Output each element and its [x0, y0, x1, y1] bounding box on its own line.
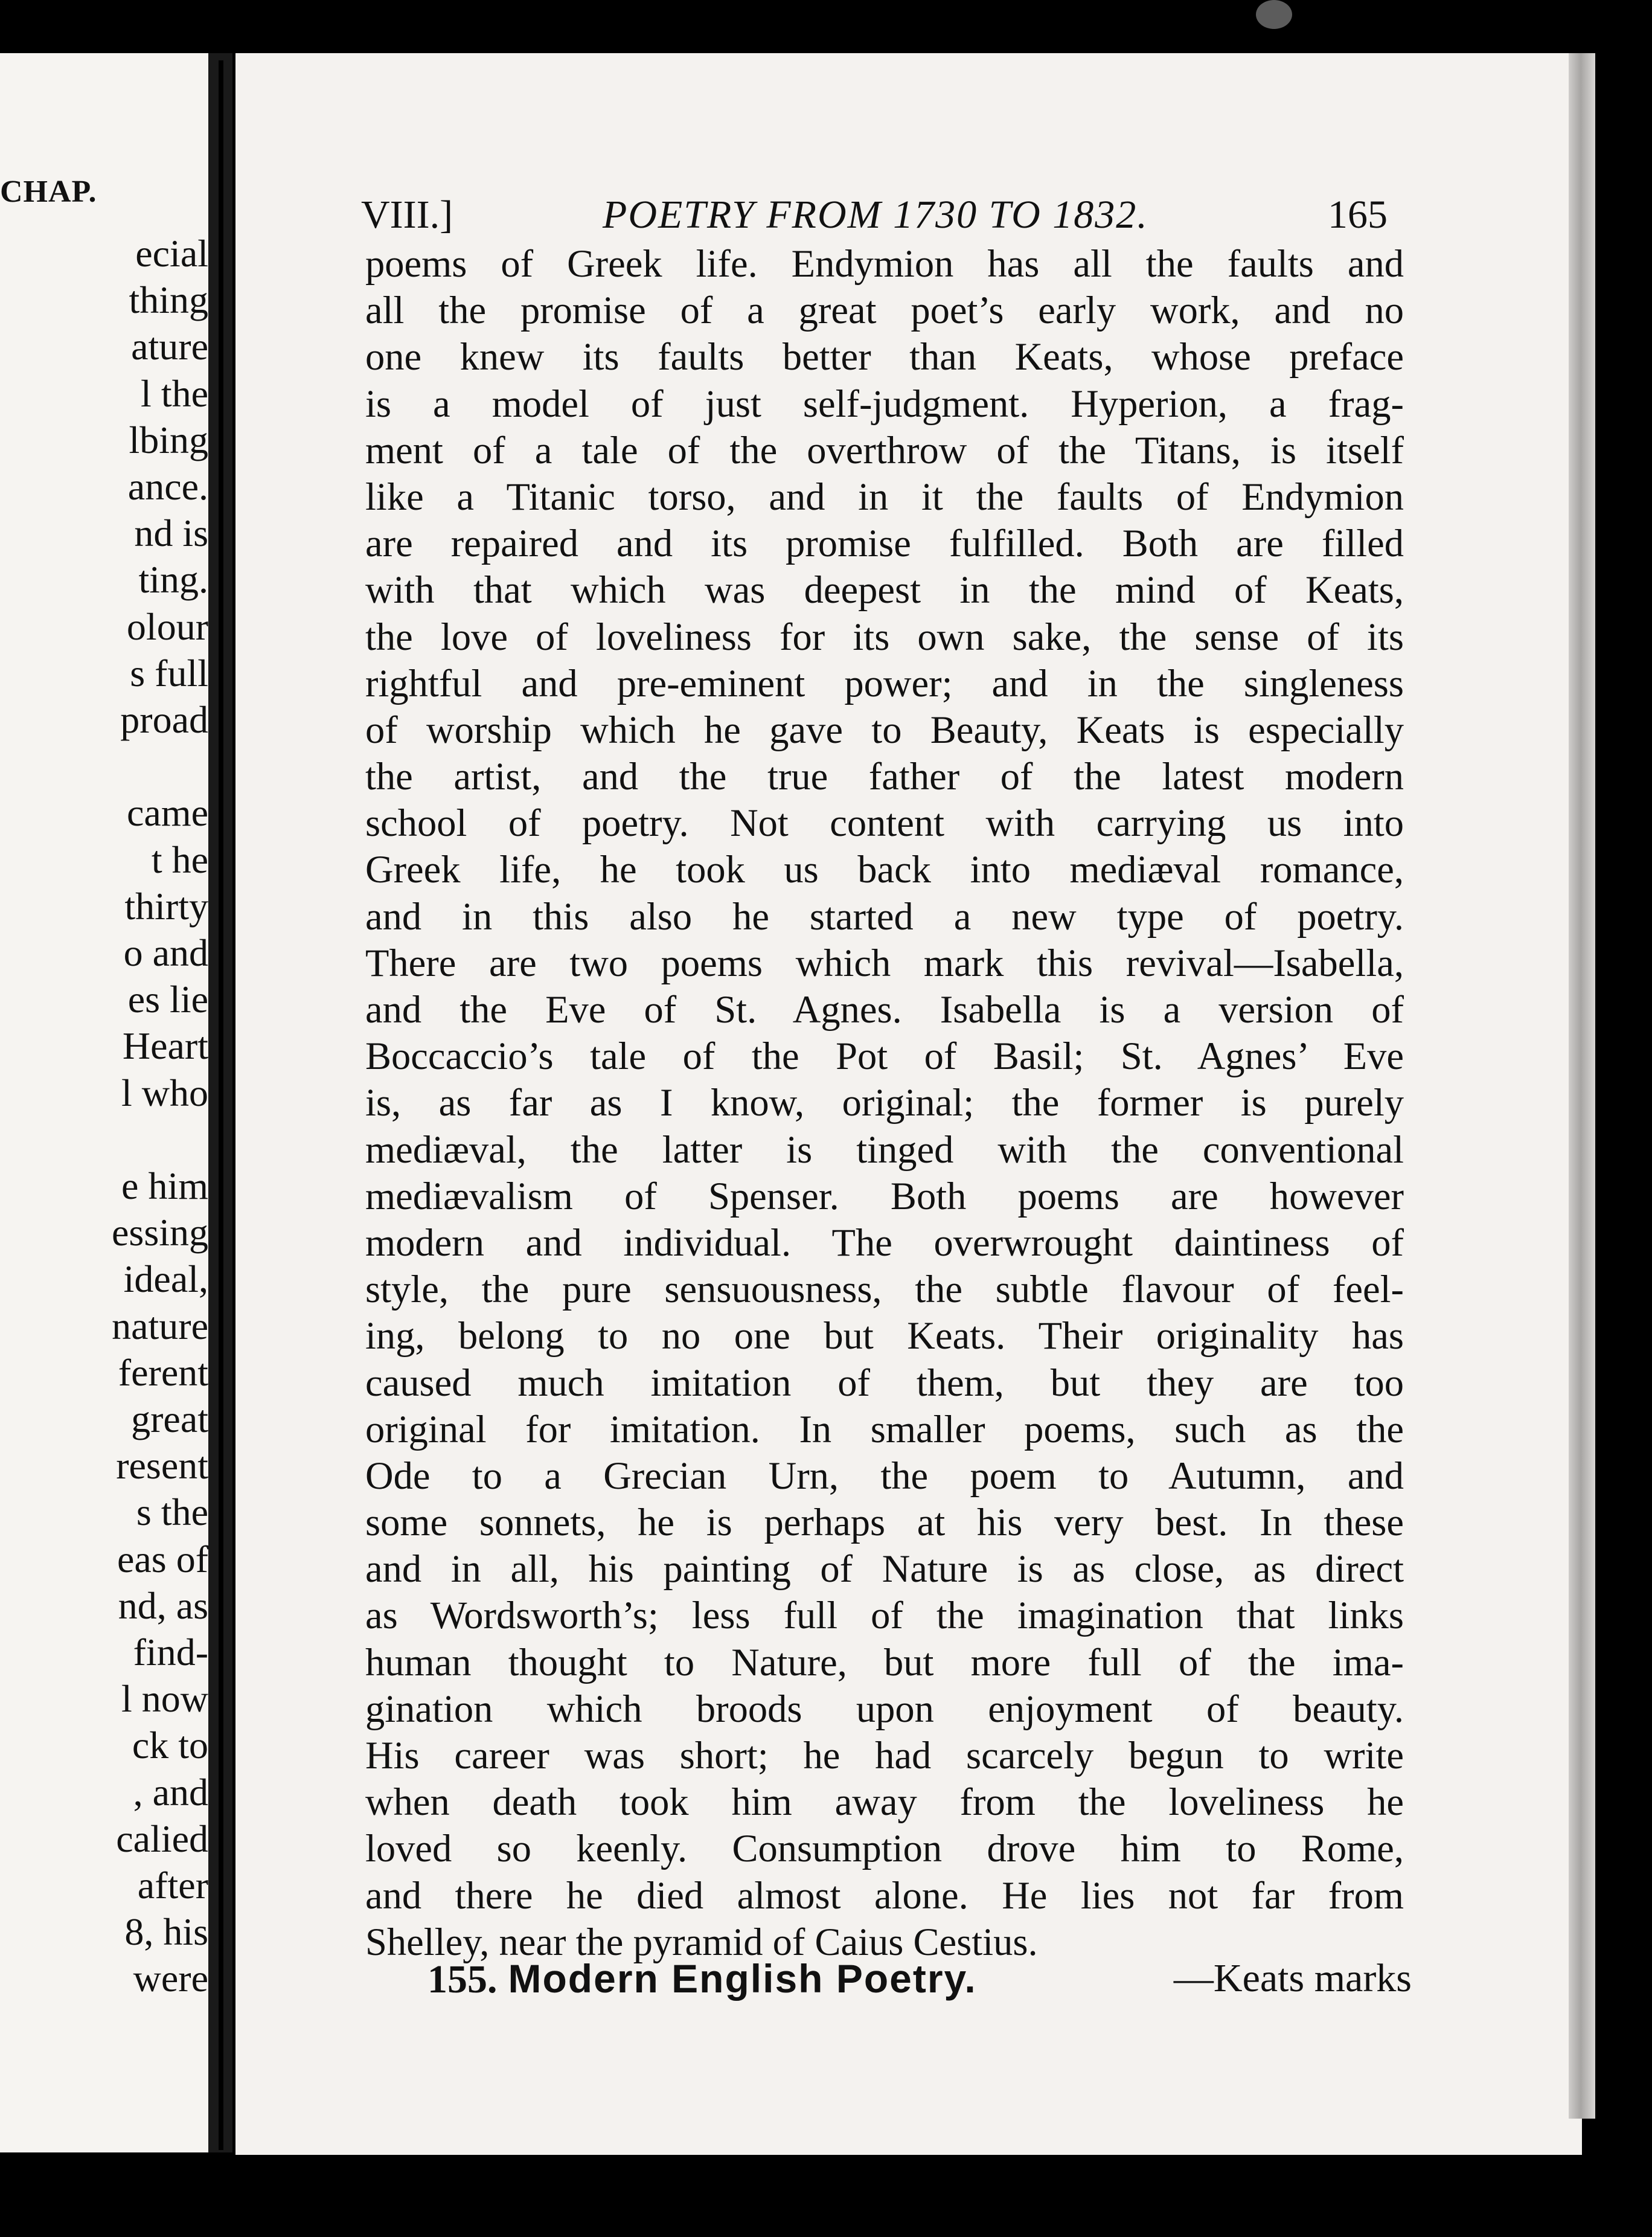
text-line: and in this also he started a new type of poetry. — [365, 894, 1404, 938]
facing-page-line: l the — [141, 371, 208, 415]
text-line: school of poetry. Not content with carrying us into — [365, 801, 1404, 845]
facing-page-line: l now — [121, 1677, 208, 1721]
facing-page-line: came — [127, 791, 208, 835]
text-line: is a model of just self-judgment. Hyperion, a frag- — [365, 382, 1404, 425]
facing-page-line: ferent — [118, 1350, 208, 1394]
facing-page-line: nature — [112, 1304, 208, 1347]
body-text — [365, 240, 1404, 1965]
facing-page-line: ting. — [138, 558, 208, 602]
chapter-number: VIII.] — [361, 193, 453, 237]
text-line: Boccaccio’s tale of the Pot of Basil; St. Agnes’ Eve — [365, 1035, 1404, 1078]
text-line: style, the pure sensuousness, the subtle flavour of feel- — [365, 1268, 1404, 1311]
facing-page-line: thirty — [124, 884, 208, 928]
text-line: gination which broods upon enjoyment of beauty. — [365, 1687, 1404, 1730]
facing-page-line: ck to — [132, 1724, 208, 1767]
text-line: Greek life, he took us back into mediæval romance, — [365, 848, 1404, 891]
facing-page-line: t he — [151, 838, 208, 881]
ink-spot — [1256, 0, 1292, 29]
facing-page-line: eas of — [117, 1537, 208, 1581]
text-line: mediævalism of Spenser. Both poems are however — [365, 1174, 1404, 1218]
text-line: human thought to Nature, but more full of the ima- — [365, 1640, 1404, 1684]
facing-page-line: l who — [121, 1071, 208, 1114]
text-line: original for imitation. In smaller poems, such as the — [365, 1407, 1404, 1451]
facing-page-line: ecial — [135, 232, 208, 275]
text-line: There are two poems which mark this revival—Isabella, — [365, 941, 1404, 984]
facing-page-line: ideal, — [123, 1257, 208, 1301]
facing-page-line: ance. — [127, 465, 208, 508]
facing-page-line: o and — [123, 931, 208, 974]
section-title: Modern English Poetry. — [508, 1956, 977, 2001]
text-line: with that which was deepest in the mind of Keats, — [365, 568, 1404, 612]
facing-page-line: after — [137, 1864, 208, 1907]
text-line: poems of Greek life. Endymion has all the faults and — [365, 242, 1404, 285]
facing-page-line: e him — [121, 1164, 208, 1207]
facing-page-line: es lie — [127, 978, 208, 1021]
facing-page — [0, 53, 208, 2152]
text-line: some sonnets, he is perhaps at his very best. In these — [365, 1501, 1404, 1544]
facing-page-line: s the — [136, 1491, 208, 1534]
text-line: one knew its faults better than Keats, whose preface — [365, 335, 1404, 379]
text-line: loved so keenly. Consumption drove him to Rome, — [365, 1827, 1404, 1870]
text-line: caused much imitation of them, but they are too — [365, 1361, 1404, 1404]
facing-page-line: lbing — [129, 418, 208, 461]
page-edge — [1569, 53, 1595, 2119]
text-line: ment of a tale of the overthrow of the Titans, is itself — [365, 428, 1404, 472]
facing-page-line: resent — [116, 1444, 208, 1488]
text-line: and there he died almost alone. He lies not far from — [365, 1873, 1404, 1917]
facing-page-line: nd is — [134, 512, 208, 555]
text-line: mediæval, the latter is tinged with the conventional — [365, 1128, 1404, 1171]
facing-page-line: find- — [133, 1631, 208, 1674]
facing-page-line: proad — [120, 698, 208, 741]
facing-page-line: essing — [112, 1211, 208, 1254]
text-line: Ode to a Grecian Urn, the poem to Autumn, and — [365, 1454, 1404, 1497]
section-continuation: —Keats marks — [1173, 1956, 1412, 2000]
text-line: ing, belong to no one but Keats. Their originality has — [365, 1314, 1404, 1358]
text-line: when death took him away from the loveliness he — [365, 1780, 1404, 1824]
text-line: the love of loveliness for its own sake, the sense of its — [365, 615, 1404, 658]
text-line: is, as far as I know, original; the former is purely — [365, 1081, 1404, 1125]
text-line: Shelley, near the pyramid of Caius Cestius. — [365, 1920, 1038, 1963]
text-line: all the promise of a great poet’s early work, and no — [365, 289, 1404, 332]
facing-page-line: thing — [129, 278, 208, 322]
text-line: and in all, his painting of Nature is as close, as direct — [365, 1547, 1404, 1591]
section-number: 155. — [427, 1957, 498, 2001]
facing-page-line: nd, as — [118, 1584, 208, 1627]
gutter-shadow — [219, 60, 223, 2150]
facing-page-line: s full — [130, 651, 208, 695]
facing-page-line: were — [133, 1957, 208, 2000]
text-line: are repaired and its promise fulfilled. Both are filled — [365, 522, 1404, 565]
facing-page-line: Heart — [122, 1024, 208, 1068]
facing-page-line: 8, his — [124, 1910, 208, 1954]
page-number: 165 — [1328, 193, 1388, 237]
text-line: the artist, and the true father of the latest modern — [365, 755, 1404, 798]
facing-page-line: ature — [131, 325, 208, 368]
running-title: POETRY FROM 1730 TO 1832. — [603, 193, 1148, 237]
text-line: rightful and pre-eminent power; and in the singleness — [365, 661, 1404, 705]
text-line: modern and individual. The overwrought daintiness of — [365, 1221, 1404, 1264]
facing-page-line: great — [131, 1398, 208, 1440]
section-heading — [427, 1956, 1412, 2003]
text-line: and the Eve of St. Agnes. Isabella is a version of — [365, 988, 1404, 1031]
running-head — [361, 192, 1388, 240]
text-line: of worship which he gave to Beauty, Keats is especially — [365, 708, 1404, 751]
facing-page-running-head: CHAP. — [0, 175, 97, 209]
text-line: like a Titanic torso, and in it the faults of Endymion — [365, 475, 1404, 518]
facing-page-line: olour — [126, 605, 208, 648]
text-line: His career was short; he had scarcely begun to write — [365, 1734, 1404, 1777]
text-line: as Wordsworth’s; less full of the imagination that links — [365, 1594, 1404, 1637]
facing-page-line: calied — [116, 1817, 208, 1860]
facing-page-line: , and — [133, 1770, 208, 1814]
